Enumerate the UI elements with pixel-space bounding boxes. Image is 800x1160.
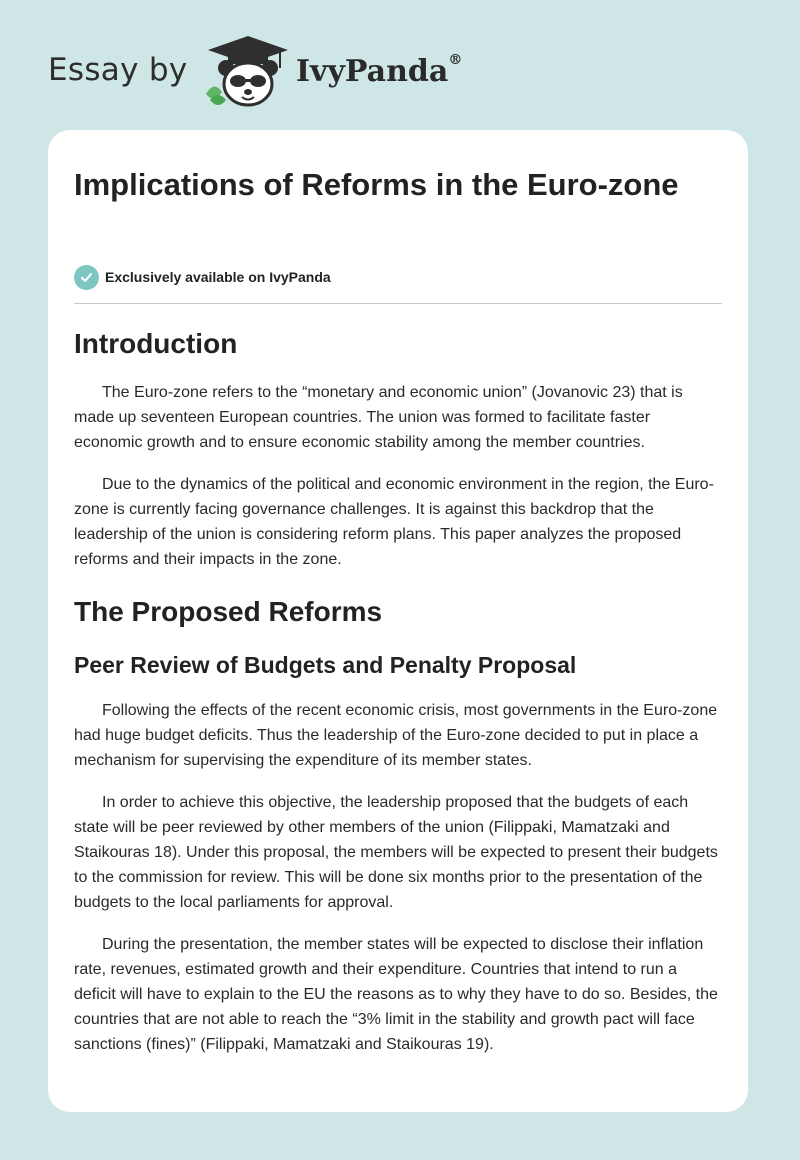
panda-graduate-icon[interactable] — [200, 34, 296, 110]
article-card — [48, 130, 748, 1112]
site-header — [48, 34, 508, 114]
badge-label: Exclusively available on IvyPanda — [105, 269, 331, 285]
article-body — [74, 326, 722, 1057]
check-circle-icon — [74, 265, 99, 290]
paragraph: During the presentation, the member states will be expected to disclose their inflation rate, revenues, estimated growth and their expenditure. Countries that intend to run a deficit will have to explain to the EU the reasons as to why they have to do so. Besides, the countries that are not able to reach the “3% limit in the stability and growth pact will face sanctions (fines)” (Filippaki, Mamatzaki and Staikouras 19). — [74, 936, 718, 1053]
paragraph: The Euro-zone refers to the “monetary and economic union” (Jovanovic 23) that is made up seventeen European countries. The union was formed to facilitate faster economic growth and to ensure economic stability among the member countries. — [74, 384, 683, 451]
paragraph: Due to the dynamics of the political and economic environment in the region, the Euro-zone is currently facing governance challenges. It is against this backdrop that the leadership of the union is considering reform plans. This paper analyzes the proposed reforms and their impacts in the zone. — [74, 476, 714, 568]
exclusive-badge — [74, 264, 331, 290]
registered-mark: ® — [448, 52, 463, 68]
paragraph: In order to achieve this objective, the leadership proposed that the budgets of each state will be peer reviewed by other members of the union (Filippaki, Mamatzaki and Staikouras 18). Under this proposal, the members will be expected to present their budgets to the commission for review. This will be done six months prior to the presentation of the budgets to the local parliaments for approval. — [74, 794, 718, 911]
brand-name[interactable]: IvyPanda® — [296, 52, 463, 89]
paragraph: Following the effects of the recent economic crisis, most governments in the Euro-zone had huge budget deficits. Thus the leadership of the Euro-zone decided to put in place a mechanism for supervising the expenditure of its member states. — [74, 702, 718, 769]
section-heading-proposed-reforms: The Proposed Reforms — [74, 596, 383, 627]
essay-by-label: Essay by — [48, 52, 188, 88]
section-heading-introduction: Introduction — [74, 328, 238, 359]
subsection-heading-peer-review: Peer Review of Budgets and Penalty Proposal — [74, 652, 577, 678]
divider — [74, 303, 722, 304]
article-title: Implications of Reforms in the Euro-zone — [74, 167, 679, 202]
